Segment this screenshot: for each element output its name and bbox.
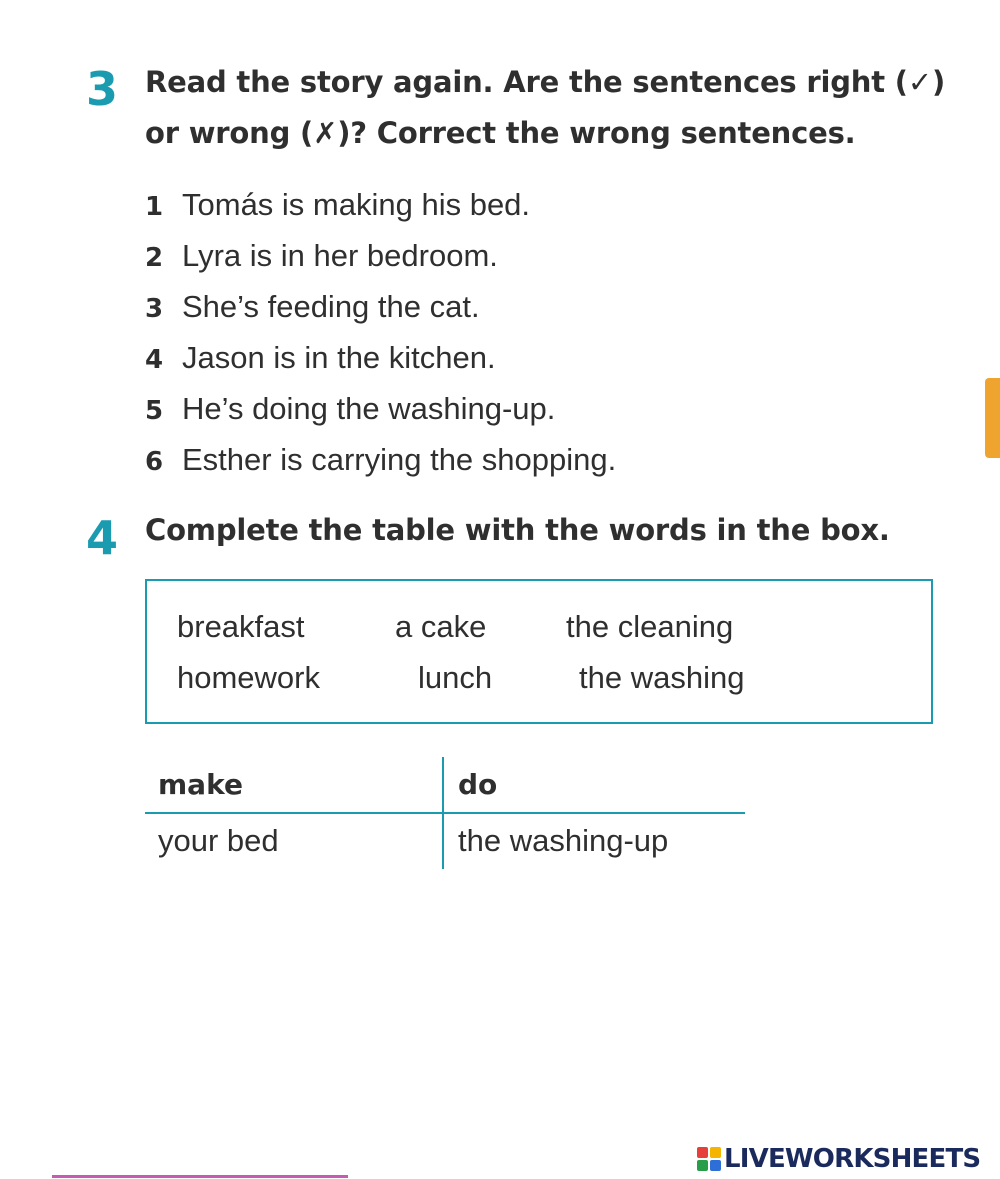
word-box — [145, 579, 933, 724]
sentence-text: Tomás is making his bed. — [182, 187, 531, 222]
sentence-number: 3 — [145, 294, 164, 324]
word-box-item: the washing — [579, 660, 745, 695]
table-header-make: make — [158, 768, 243, 801]
sentence-item — [145, 230, 616, 281]
table-header-divider — [145, 812, 745, 814]
sentence-list — [145, 179, 616, 485]
word-box-item: homework — [177, 660, 320, 695]
exercise-3-number: 3 — [86, 62, 119, 116]
exercise-4-title: Complete the table with the words in the box. — [145, 513, 890, 547]
liveworksheets-grid-icon — [697, 1147, 721, 1171]
sentence-text: She’s feeding the cat. — [182, 289, 480, 324]
sentence-text: He’s doing the washing-up. — [182, 391, 556, 426]
logo-text: LIVEWORKSHEETS — [724, 1144, 981, 1174]
word-box-item: a cake — [395, 609, 487, 644]
sentence-number: 2 — [145, 243, 164, 273]
table-cell: the washing-up — [458, 823, 669, 858]
sentence-item — [145, 179, 616, 230]
word-box-item: breakfast — [177, 609, 305, 644]
word-box-item: lunch — [418, 660, 493, 695]
sentence-number: 6 — [145, 447, 164, 477]
sentence-number: 5 — [145, 396, 164, 426]
table-column-divider — [442, 757, 444, 869]
word-box-item: the cleaning — [566, 609, 734, 644]
table-header-do: do — [458, 768, 498, 801]
sentence-item — [145, 332, 616, 383]
sentence-item — [145, 281, 616, 332]
sentence-text: Lyra is in her bedroom. — [182, 238, 498, 273]
sentence-text: Jason is in the kitchen. — [182, 340, 496, 375]
exercise-3-title-line-2: or wrong (✗)? Correct the wrong sentences. — [145, 116, 856, 150]
table-cell: your bed — [158, 823, 279, 858]
sentence-number: 4 — [145, 345, 164, 375]
sentence-text: Esther is carrying the shopping. — [182, 442, 617, 477]
exercise-3-title-line-1: Read the story again. Are the sentences right (✓) — [145, 65, 946, 99]
exercise-4-number: 4 — [86, 511, 119, 565]
make-do-table — [145, 757, 745, 869]
liveworksheets-logo — [697, 1142, 980, 1176]
sentence-number: 1 — [145, 192, 164, 222]
sentence-item — [145, 434, 616, 485]
sentence-item — [145, 383, 616, 434]
page-edge-tab — [985, 378, 1000, 458]
bottom-underline — [52, 1175, 348, 1178]
